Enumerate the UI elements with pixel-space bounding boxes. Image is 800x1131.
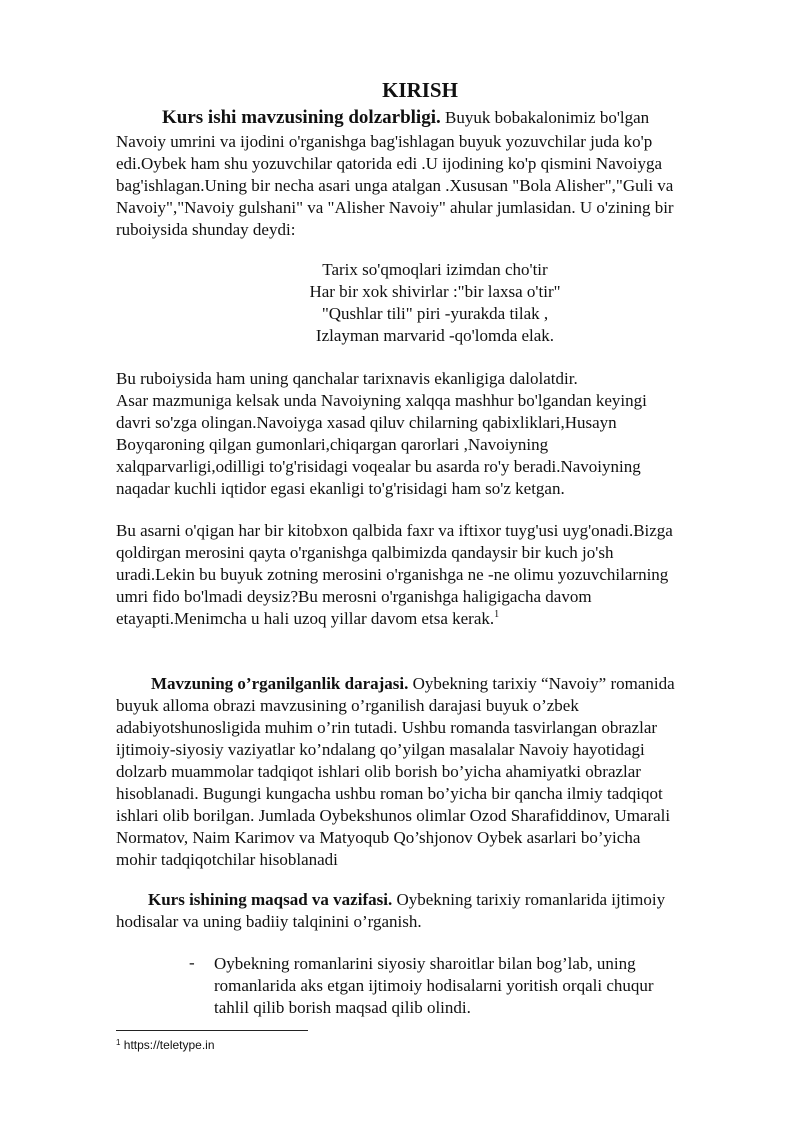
bullet-marker: - [189,953,195,972]
intro-line: edi.Oybek ham shu yozuvchilar qatorida edi .U ijodining ko'p qismini Navoiyga [116,154,663,173]
paragraph-line: uradi.Lekin bu buyuk zotning merosini o'rganishga ne -ne olimu yozuvchilarning [116,565,669,584]
intro-line: Navoiy umrini va ijodini o'rganishga bag'ishlagan buyuk yozuvchilar juda ko'p [116,132,653,151]
paragraph-line: dolzarb muammolar tadqiqot ishlari olib borish bo’yicha ahamiyatki obrazlar [116,762,641,781]
footnote-mark: 1 [116,1038,121,1047]
poem-line: Har bir xok shivirlar :"bir laxsa o'tir" [309,282,561,301]
paragraph-line: naqadar kuchli iqtidor egasi ekanligi to'g'risidagi ham so'z ketgan. [116,479,565,498]
footnote [116,1038,215,1052]
intro-heading: Kurs ishi mavzusining dolzarbligi. [162,107,441,128]
paragraph-line: qoldirgan merosini qayta o'rganishga qalbimizda qandaysir bir kuch jo'sh [116,543,614,562]
section-first-line-text: Oybekning tarixiy romanlarida ijtimoiy [392,890,666,909]
paragraph-line: Bu ruboiysida ham uning qanchalar tarixnavis ekanligiga dalolatdir. [116,369,578,388]
paragraph-line: adabiyotshunosligida muhim o’rin tutadi. Ushbu romanda tasvirlangan obrazlar [116,718,658,737]
paragraph-line: davri so'zga olingan.Navoiyga xasad qiluv chilarning qabixliklari,Husayn [116,413,617,432]
intro-first-line [162,107,649,128]
paragraph-line [116,608,499,629]
footnote-link[interactable]: https://teletype.in [120,1038,215,1052]
poem-line: Izlayman marvarid -qo'lomda elak. [315,326,555,345]
intro-first-line-text: Buyuk bobakalonimiz bo'lgan [440,108,650,127]
section-heading-goals: Kurs ishining maqsad va vazifasi. [148,890,393,909]
paragraph-line: xalqparvarligi,odilligi to'g'risidagi voqealar bu asarda ro'y beradi.Navoiyning [116,457,641,476]
paragraph-line-text: etayapti.Menimcha u hali uzoq yillar davom etsa kerak. [116,609,495,628]
page-title: KIRISH [382,78,458,102]
footnote-separator [116,1030,308,1031]
poem-line: Tarix so'qmoqlari izimdan cho'tir [322,260,548,279]
paragraph-line: Bu asarni o'qigan har bir kitobxon qalbida faxr va iftixor tuyg'usi uyg'onadi.Bizga [116,521,673,540]
section-heading-level: Mavzuning o’rganilganlik darajasi. [151,674,409,693]
section-first-line [151,673,675,694]
paragraph-line: ijtimoiy-siyosiy vaziyatlar ko’ndalang qo’yilgan masalalar Navoiy hayotidagi [116,740,645,759]
paragraph-line: ishlari olib borilgan. Jumlada Oybekshunos olimlar Ozod Sharafiddinov, Umarali [116,806,671,825]
bullet-line: tahlil qilib borish maqsad qilib olindi. [214,998,471,1017]
section-first-line [148,889,665,910]
paragraph-line: buyuk alloma obrazi mavzusining o’rganilish darajasi buyuk o’zbek [116,696,579,715]
paragraph-line: hisoblanadi. Bugungi kungacha ushbu roman bo’yicha bir qancha ilmiy tadqiqot [116,784,663,803]
paragraph-line: Normatov, Naim Karimov va Matyoqub Qo’shjonov Oybek asarlari bo’yicha [116,828,641,847]
paragraph-line: Boyqaroning qilgan gumonlari,chiqargan qarorlari ,Navoiyning [116,435,549,454]
paragraph-line: mohir tadqiqotchilar hisoblanadi [116,850,338,869]
section-first-line-text: Oybekning tarixiy “Navoiy” romanida [408,674,675,693]
bullet-line: romanlarida aks etgan ijtimoiy hodisalarni yoritish orqali chuqur [214,976,654,995]
paragraph-line: hodisalar va uning badiiy talqinini o’rganish. [116,912,422,931]
poem-line: "Qushlar tili" piri -yurakda tilak , [321,304,549,323]
paragraph-line: Asar mazmuniga kelsak unda Navoiyning xalqqa mashhur bo'lgandan keyingi [116,391,647,410]
bullet-line: Oybekning romanlarini siyosiy sharoitlar bilan bog’lab, uning [214,954,636,973]
intro-line: ruboiysida shunday deydi: [116,220,296,239]
intro-line: Navoiy","Navoiy gulshani" va "Alisher Navoiy" ahular jumlasidan. U o'zining bir [116,198,674,217]
footnote-reference[interactable]: 1 [494,609,500,620]
intro-line: bag'ishlagan.Uning bir necha asari unga atalgan .Xususan "Bola Alisher","Guli va [116,176,674,195]
paragraph-line: umri fido bo'lmadi deysiz?Bu merosni o'rganishga haligigacha davom [116,587,592,606]
